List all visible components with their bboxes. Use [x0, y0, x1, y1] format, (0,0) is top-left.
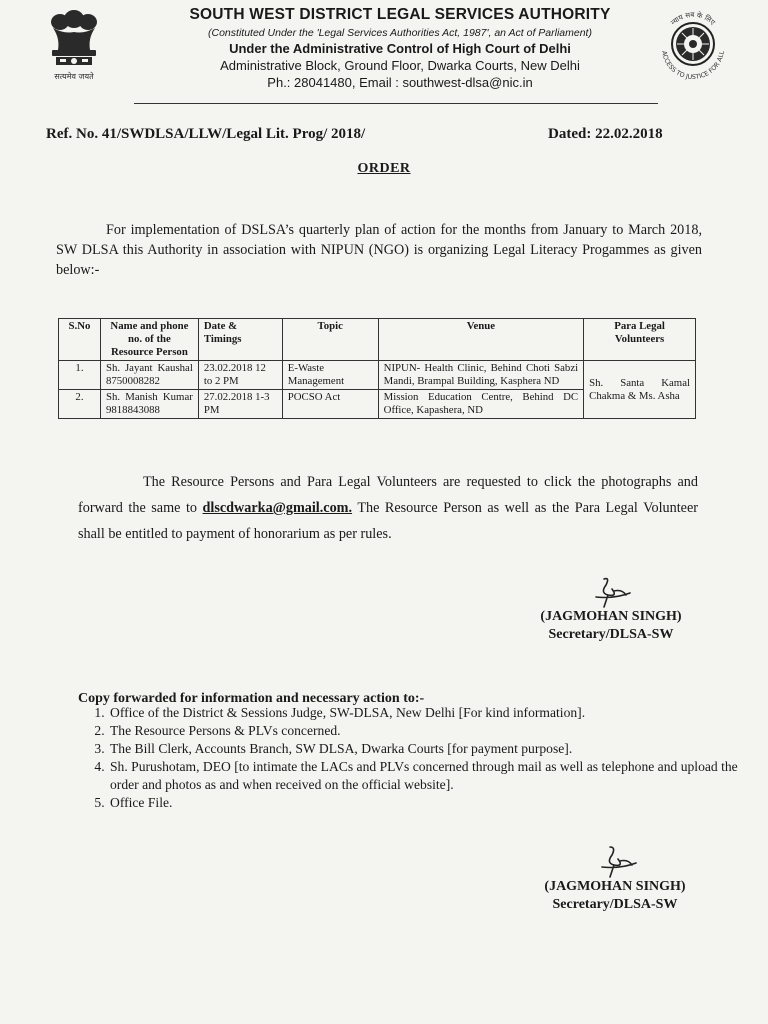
- request-text-start: The Resource Persons and Para Legal Volunteers are requested to click the photographs and forward the same to: [78, 474, 698, 516]
- handwritten-signature-icon: [578, 845, 648, 879]
- list-item: 3. The Bill Clerk, Accounts Branch, SW DLSA, Dwarka Courts [for payment purpose].: [108, 740, 768, 758]
- header-sno: S.No: [59, 319, 101, 361]
- authority-name: SOUTH WEST DISTRICT LEGAL SERVICES AUTHORITY: [189, 6, 611, 23]
- signatory-name: (JAGMOHAN SINGH): [544, 879, 686, 894]
- header-topic: Topic: [282, 319, 378, 361]
- email-link[interactable]: dlscdwarka@gmail.com.: [202, 500, 353, 516]
- cell-date-timings: 27.02.2018 1-3 PM: [198, 390, 282, 419]
- cell-resource-person: Sh. Manish Kumar 9818843088: [100, 390, 198, 419]
- reference-number: Ref. No. 41/SWDLSA/LLW/Legal Lit. Prog/ 2018/: [46, 126, 366, 142]
- address: Administrative Block, Ground Floor, Dwarka Courts, New Delhi: [220, 58, 580, 73]
- programme-table: [58, 318, 696, 419]
- cell-topic: POCSO Act: [282, 390, 378, 419]
- order-date: Dated: 22.02.2018: [548, 126, 663, 142]
- seal-top-text: न्याय सब के लिए: [669, 10, 717, 27]
- table-header-row: [59, 319, 696, 361]
- handwritten-signature-icon: [574, 575, 644, 609]
- request-text-end: The Resource Person as well as the Para Legal Volunteer shall be entitled to payment of honorarium as per rules.: [78, 500, 698, 542]
- header-date-timings: Date & Timings: [198, 319, 282, 361]
- signature-block: [520, 845, 710, 913]
- list-item: 4. Sh. Purushotam, DEO [to intimate the LACs and PLVs concerned through mail as well as telephone and upload the order and photos as and when received on the official website].: [108, 758, 768, 794]
- cell-date-timings: 23.02.2018 12 to 2 PM: [198, 361, 282, 390]
- letterhead: [120, 6, 680, 90]
- copy-forwarded-heading: Copy forwarded for information and necessary action to:-: [78, 691, 425, 706]
- signatory-designation: Secretary/DLSA-SW: [548, 627, 674, 642]
- constitution-note: (Constituted Under the 'Legal Services Authorities Act, 1987', an Act of Parliament): [208, 27, 592, 39]
- contact-details: Ph.: 28041480, Email : southwest-dlsa@nic.in: [267, 75, 533, 90]
- cell-resource-person: Sh. Jayant Kaushal 8750008282: [100, 361, 198, 390]
- header-venue: Venue: [378, 319, 584, 361]
- cell-sno: 1.: [59, 361, 101, 390]
- seal-bottom-text: ACCESS TO JUSTICE FOR ALL: [660, 50, 726, 82]
- header-resource-person: Name and phone no. of the Resource Person: [100, 319, 198, 361]
- list-item: 2. The Resource Persons & PLVs concerned.: [108, 722, 768, 740]
- access-to-justice-seal-icon: [652, 4, 734, 86]
- cell-para-legal-volunteers: Sh. Santa Kamal Chakma & Ms. Asha: [584, 361, 696, 419]
- cell-sno: 2.: [59, 390, 101, 419]
- signatory-designation: Secretary/DLSA-SW: [552, 897, 678, 912]
- letterhead-divider: [134, 103, 658, 104]
- administrative-control: Under the Administrative Control of High Court of Delhi: [229, 41, 571, 56]
- intro-paragraph: For implementation of DSLSA’s quarterly plan of action for the months from January to March 2018, SW DLSA this Authority in association with NIPUN (NGO) is organizing Legal Literacy Progammes as given below:-: [56, 222, 702, 278]
- list-item: 5. Office File.: [108, 794, 768, 812]
- cell-topic: E-Waste Management: [282, 361, 378, 390]
- svg-text:न्याय सब के लिए: [669, 10, 716, 27]
- order-title: ORDER: [357, 161, 411, 176]
- emblem-caption: सत्यमेव जयते: [54, 72, 94, 81]
- cell-venue: NIPUN- Health Clinic, Behind Choti Sabzi Mandi, Brampal Building, Kasphera ND: [378, 361, 584, 390]
- signature-block: [516, 575, 706, 643]
- request-paragraph: [78, 469, 698, 547]
- table-row: [59, 361, 696, 390]
- national-emblem-icon: [38, 8, 110, 84]
- signatory-name: (JAGMOHAN SINGH): [540, 609, 682, 624]
- list-item: 1. Office of the District & Sessions Judge, SW-DLSA, New Delhi [For kind information].: [108, 704, 768, 722]
- cell-venue: Mission Education Centre, Behind DC Office, Kapashera, ND: [378, 390, 584, 419]
- copy-forwarded-list: [86, 704, 768, 812]
- header-para-legal-volunteers: Para Legal Volunteers: [584, 319, 696, 361]
